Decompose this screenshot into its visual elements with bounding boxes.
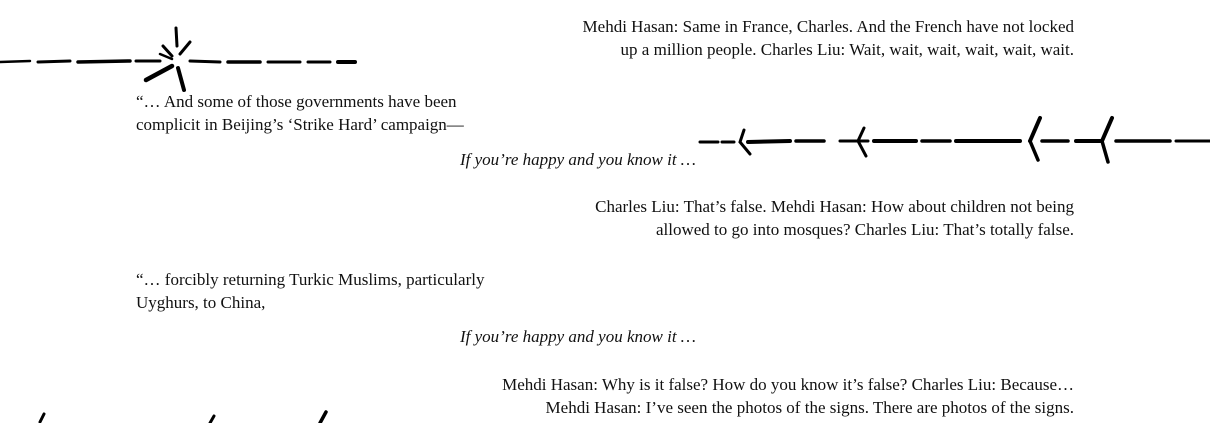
dialogue-block-1 xyxy=(583,15,1074,61)
refrain-2: If you’re happy and you know it … xyxy=(460,327,696,346)
dialogue-2-line-2: allowed to go into mosques? Charles Liu: That’s totally false. xyxy=(655,220,1074,239)
quote-block-2 xyxy=(136,268,484,314)
ink-dash-ornament-top-left xyxy=(0,24,360,94)
dialogue-3-line-1: Mehdi Hasan: Why is it false? How do you know it’s false? Charles Liu: Because… xyxy=(502,375,1074,394)
dialogue-block-2 xyxy=(595,195,1074,241)
quote-2-line-2: Uyghurs, to China, xyxy=(136,293,266,312)
dialogue-1-line-1: Mehdi Hasan: Same in France, Charles. And the French have not locked xyxy=(582,17,1074,36)
dialogue-1-line-2: up a million people. Charles Liu: Wait, wait, wait, wait, wait, wait. xyxy=(620,40,1074,59)
quote-1-line-1: “… And some of those governments have been xyxy=(136,92,457,111)
quote-block-1 xyxy=(136,90,464,136)
dialogue-3-line-2: Mehdi Hasan: I’ve seen the photos of the signs. There are photos of the signs. xyxy=(545,398,1074,417)
ink-dash-ornament-mid-right xyxy=(700,112,1210,172)
dialogue-block-3 xyxy=(502,373,1074,419)
quote-1-line-2: complicit in Beijing’s ‘Strike Hard’ campaign— xyxy=(136,115,464,134)
dialogue-2-line-1: Charles Liu: That’s false. Mehdi Hasan: How about children not being xyxy=(595,197,1074,216)
refrain-1: If you’re happy and you know it … xyxy=(460,150,696,169)
quote-2-line-1: “… forcibly returning Turkic Muslims, particularly xyxy=(136,270,485,289)
ink-dash-ornament-bottom-left xyxy=(0,408,360,423)
